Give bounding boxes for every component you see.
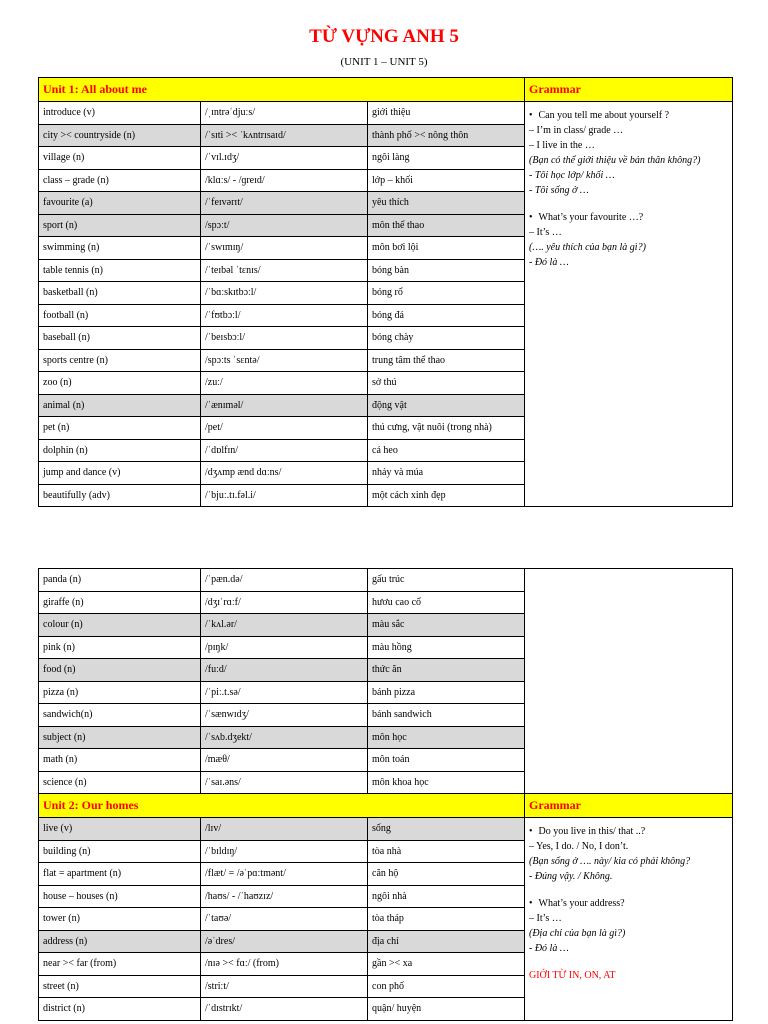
vocab-meaning: tòa nhà bbox=[368, 840, 525, 863]
vocab-ipa: /əˈdres/ bbox=[201, 930, 368, 953]
vocab-meaning: một cách xinh đẹp bbox=[368, 484, 525, 507]
vocab-word: animal (n) bbox=[39, 394, 201, 417]
vocab-meaning: gần >< xa bbox=[368, 953, 525, 976]
grammar-question: • What’s your address? bbox=[529, 896, 728, 911]
grammar-meaning: (…. yêu thích của bạn là gì?) bbox=[529, 242, 646, 253]
vocab-word: street (n) bbox=[39, 975, 201, 998]
vocab-meaning: bánh pizza bbox=[368, 681, 525, 704]
vocab-meaning: địa chỉ bbox=[368, 930, 525, 953]
vocab-ipa: /ˈswɪmɪŋ/ bbox=[201, 237, 368, 260]
vocab-word: beautifully (adv) bbox=[39, 484, 201, 507]
vocab-word: address (n) bbox=[39, 930, 201, 953]
vocab-word: sandwich(n) bbox=[39, 704, 201, 727]
vocab-word: live (v) bbox=[39, 818, 201, 841]
vocab-meaning: sống bbox=[368, 818, 525, 841]
vocab-ipa: /ˈsɪti >< ˈkʌntrɪsaɪd/ bbox=[201, 124, 368, 147]
grammar-meaning: - Tôi sống ở … bbox=[529, 185, 589, 196]
grammar-question: • Do you live in this/ that ..? bbox=[529, 824, 728, 839]
vocab-meaning: cá heo bbox=[368, 439, 525, 462]
vocab-word: favourite (a) bbox=[39, 192, 201, 215]
vocab-word: panda (n) bbox=[39, 569, 201, 592]
vocab-meaning: bóng rổ bbox=[368, 282, 525, 305]
vocab-ipa: /ˌɪntrəˈdjuːs/ bbox=[201, 102, 368, 125]
vocab-word: basketball (n) bbox=[39, 282, 201, 305]
vocab-meaning: quận/ huyện bbox=[368, 998, 525, 1021]
vocab-word: subject (n) bbox=[39, 726, 201, 749]
vocab-word: house – houses (n) bbox=[39, 885, 201, 908]
vocab-ipa: /fuːd/ bbox=[201, 659, 368, 682]
vocab-meaning: động vật bbox=[368, 394, 525, 417]
unit1-grammar-panel bbox=[525, 102, 733, 507]
vocab-ipa: /ˈbeɪsbɔːl/ bbox=[201, 327, 368, 350]
vocab-word: zoo (n) bbox=[39, 372, 201, 395]
grammar-answer: – It’s … bbox=[529, 913, 562, 924]
vocab-word: colour (n) bbox=[39, 614, 201, 637]
vocab-ipa: /ˈdɪstrɪkt/ bbox=[201, 998, 368, 1021]
vocab-word: building (n) bbox=[39, 840, 201, 863]
unit2-grammar-panel bbox=[525, 818, 733, 1021]
vocab-meaning: ngôi làng bbox=[368, 147, 525, 170]
unit1-vocab-table bbox=[38, 77, 733, 507]
page-subtitle: (UNIT 1 – UNIT 5) bbox=[340, 56, 428, 68]
unit2-vocab-table bbox=[38, 568, 733, 1021]
vocab-word: tower (n) bbox=[39, 908, 201, 931]
vocab-ipa: /ˈfeɪvərɪt/ bbox=[201, 192, 368, 215]
unit1-grammar-heading: Grammar bbox=[525, 78, 733, 102]
vocab-word: sports centre (n) bbox=[39, 349, 201, 372]
vocab-word: village (n) bbox=[39, 147, 201, 170]
vocab-ipa: /ˈsʌb.dʒekt/ bbox=[201, 726, 368, 749]
vocab-ipa: /spɔːt/ bbox=[201, 214, 368, 237]
grammar-meaning: (Bạn có thể giới thiệu về bản thân không?) bbox=[529, 155, 701, 166]
vocab-ipa: /zuː/ bbox=[201, 372, 368, 395]
vocab-word: class – grade (n) bbox=[39, 169, 201, 192]
vocab-word: dolphin (n) bbox=[39, 439, 201, 462]
vocab-word: giraffe (n) bbox=[39, 591, 201, 614]
vocab-word: sport (n) bbox=[39, 214, 201, 237]
vocab-ipa: /ˈpiː.t.sə/ bbox=[201, 681, 368, 704]
vocab-ipa: /ˈkʌl.ər/ bbox=[201, 614, 368, 637]
vocab-meaning: con phố bbox=[368, 975, 525, 998]
unit2-heading: Unit 2: Our homes bbox=[39, 794, 525, 818]
vocab-meaning: thú cưng, vật nuôi (trong nhà) bbox=[368, 417, 525, 440]
vocab-meaning: bánh sandwich bbox=[368, 704, 525, 727]
grammar-answer: – I live in the … bbox=[529, 140, 595, 151]
vocab-meaning: tòa tháp bbox=[368, 908, 525, 931]
vocab-meaning: môn toán bbox=[368, 749, 525, 772]
vocab-word: pink (n) bbox=[39, 636, 201, 659]
grammar-answer: – It’s … bbox=[529, 227, 562, 238]
vocab-ipa: /ˈsænwɪdʒ/ bbox=[201, 704, 368, 727]
vocab-ipa: /pɪŋk/ bbox=[201, 636, 368, 659]
grammar-meaning: - Đúng vậy. / Không. bbox=[529, 871, 613, 882]
vocab-word: near >< far (from) bbox=[39, 953, 201, 976]
vocab-ipa: /ˈbɑːskɪtbɔːl/ bbox=[201, 282, 368, 305]
vocab-ipa: /ˈteɪbəl ˈtɛnɪs/ bbox=[201, 259, 368, 282]
vocab-row bbox=[39, 818, 733, 841]
vocab-word: city >< countryside (n) bbox=[39, 124, 201, 147]
vocab-word: pet (n) bbox=[39, 417, 201, 440]
page-title: TỪ VỰNG ANH 5 bbox=[309, 26, 459, 47]
vocab-meaning: gấu trúc bbox=[368, 569, 525, 592]
grammar-meaning: - Tôi học lớp/ khối … bbox=[529, 170, 615, 181]
vocab-word: introduce (v) bbox=[39, 102, 201, 125]
vocab-row bbox=[39, 569, 733, 592]
grammar-meaning: (Bạn sống ở …. này/ kia có phải không? bbox=[529, 856, 691, 867]
vocab-word: swimming (n) bbox=[39, 237, 201, 260]
vocab-meaning: sở thú bbox=[368, 372, 525, 395]
grammar-note: GIỚI TỪ IN, ON, AT bbox=[529, 970, 616, 981]
vocab-meaning: hươu cao cổ bbox=[368, 591, 525, 614]
vocab-row bbox=[39, 102, 733, 125]
vocab-meaning: yêu thích bbox=[368, 192, 525, 215]
vocab-ipa: /lɪv/ bbox=[201, 818, 368, 841]
vocab-meaning: thành phố >< nông thôn bbox=[368, 124, 525, 147]
vocab-meaning: căn hộ bbox=[368, 863, 525, 886]
vocab-ipa: /ˈsaɪ.əns/ bbox=[201, 771, 368, 794]
grammar-answer: – Yes, I do. / No, I don’t. bbox=[529, 841, 629, 852]
vocab-meaning: bóng chày bbox=[368, 327, 525, 350]
vocab-meaning: bóng bàn bbox=[368, 259, 525, 282]
vocab-meaning: môn học bbox=[368, 726, 525, 749]
vocab-ipa: /dʒʌmp ænd dɑːns/ bbox=[201, 462, 368, 485]
vocab-meaning: nhảy và múa bbox=[368, 462, 525, 485]
vocab-ipa: /ˈpæn.də/ bbox=[201, 569, 368, 592]
vocab-word: math (n) bbox=[39, 749, 201, 772]
vocab-meaning: trung tâm thể thao bbox=[368, 349, 525, 372]
vocab-meaning: môn bơi lội bbox=[368, 237, 525, 260]
vocab-ipa: /mæθ/ bbox=[201, 749, 368, 772]
grammar-answer: – I’m in class/ grade … bbox=[529, 125, 624, 136]
vocab-word: table tennis (n) bbox=[39, 259, 201, 282]
vocab-word: pizza (n) bbox=[39, 681, 201, 704]
grammar-question: • What’s your favourite …? bbox=[529, 210, 728, 225]
grammar-meaning: - Đó là … bbox=[529, 943, 569, 954]
vocab-ipa: /flæt/ = /əˈpɑːtmənt/ bbox=[201, 863, 368, 886]
vocab-word: science (n) bbox=[39, 771, 201, 794]
vocab-ipa: /klɑːs/ - /ɡreɪd/ bbox=[201, 169, 368, 192]
vocab-meaning: môn thể thao bbox=[368, 214, 525, 237]
vocab-ipa: /spɔːts ˈsɛntə/ bbox=[201, 349, 368, 372]
vocab-ipa: /ˈvɪl.ɪdʒ/ bbox=[201, 147, 368, 170]
vocab-meaning: thức ăn bbox=[368, 659, 525, 682]
vocab-word: food (n) bbox=[39, 659, 201, 682]
grammar-question: • Can you tell me about yourself ? bbox=[529, 108, 728, 123]
vocab-ipa: /pet/ bbox=[201, 417, 368, 440]
unit2-grammar-heading: Grammar bbox=[525, 794, 733, 818]
vocab-meaning: môn khoa học bbox=[368, 771, 525, 794]
grammar-meaning: - Đó là … bbox=[529, 257, 569, 268]
vocab-word: jump and dance (v) bbox=[39, 462, 201, 485]
vocab-ipa: /ˈbɪldɪŋ/ bbox=[201, 840, 368, 863]
vocab-meaning: màu hồng bbox=[368, 636, 525, 659]
vocab-word: flat = apartment (n) bbox=[39, 863, 201, 886]
vocab-ipa: /ˈænɪməl/ bbox=[201, 394, 368, 417]
vocab-word: baseball (n) bbox=[39, 327, 201, 350]
vocab-meaning: ngôi nhà bbox=[368, 885, 525, 908]
vocab-ipa: /ˈtaʊə/ bbox=[201, 908, 368, 931]
vocab-ipa: /dʒɪˈrɑːf/ bbox=[201, 591, 368, 614]
vocab-word: football (n) bbox=[39, 304, 201, 327]
unit1-grammar-panel-empty bbox=[525, 569, 733, 794]
vocab-meaning: lớp – khối bbox=[368, 169, 525, 192]
vocab-word: district (n) bbox=[39, 998, 201, 1021]
vocab-ipa: /haʊs/ - /ˈhaʊzɪz/ bbox=[201, 885, 368, 908]
grammar-meaning: (Địa chỉ của bạn là gì?) bbox=[529, 928, 626, 939]
vocab-ipa: /striːt/ bbox=[201, 975, 368, 998]
vocab-meaning: màu sắc bbox=[368, 614, 525, 637]
vocab-ipa: /ˈfʊtbɔːl/ bbox=[201, 304, 368, 327]
vocab-meaning: giới thiệu bbox=[368, 102, 525, 125]
vocab-ipa: /ˈbjuː.tɪ.fəl.i/ bbox=[201, 484, 368, 507]
vocab-meaning: bóng đá bbox=[368, 304, 525, 327]
vocab-ipa: /nɪə >< fɑː/ (from) bbox=[201, 953, 368, 976]
unit1-heading: Unit 1: All about me bbox=[39, 78, 525, 102]
vocab-ipa: /ˈdɒlfɪn/ bbox=[201, 439, 368, 462]
